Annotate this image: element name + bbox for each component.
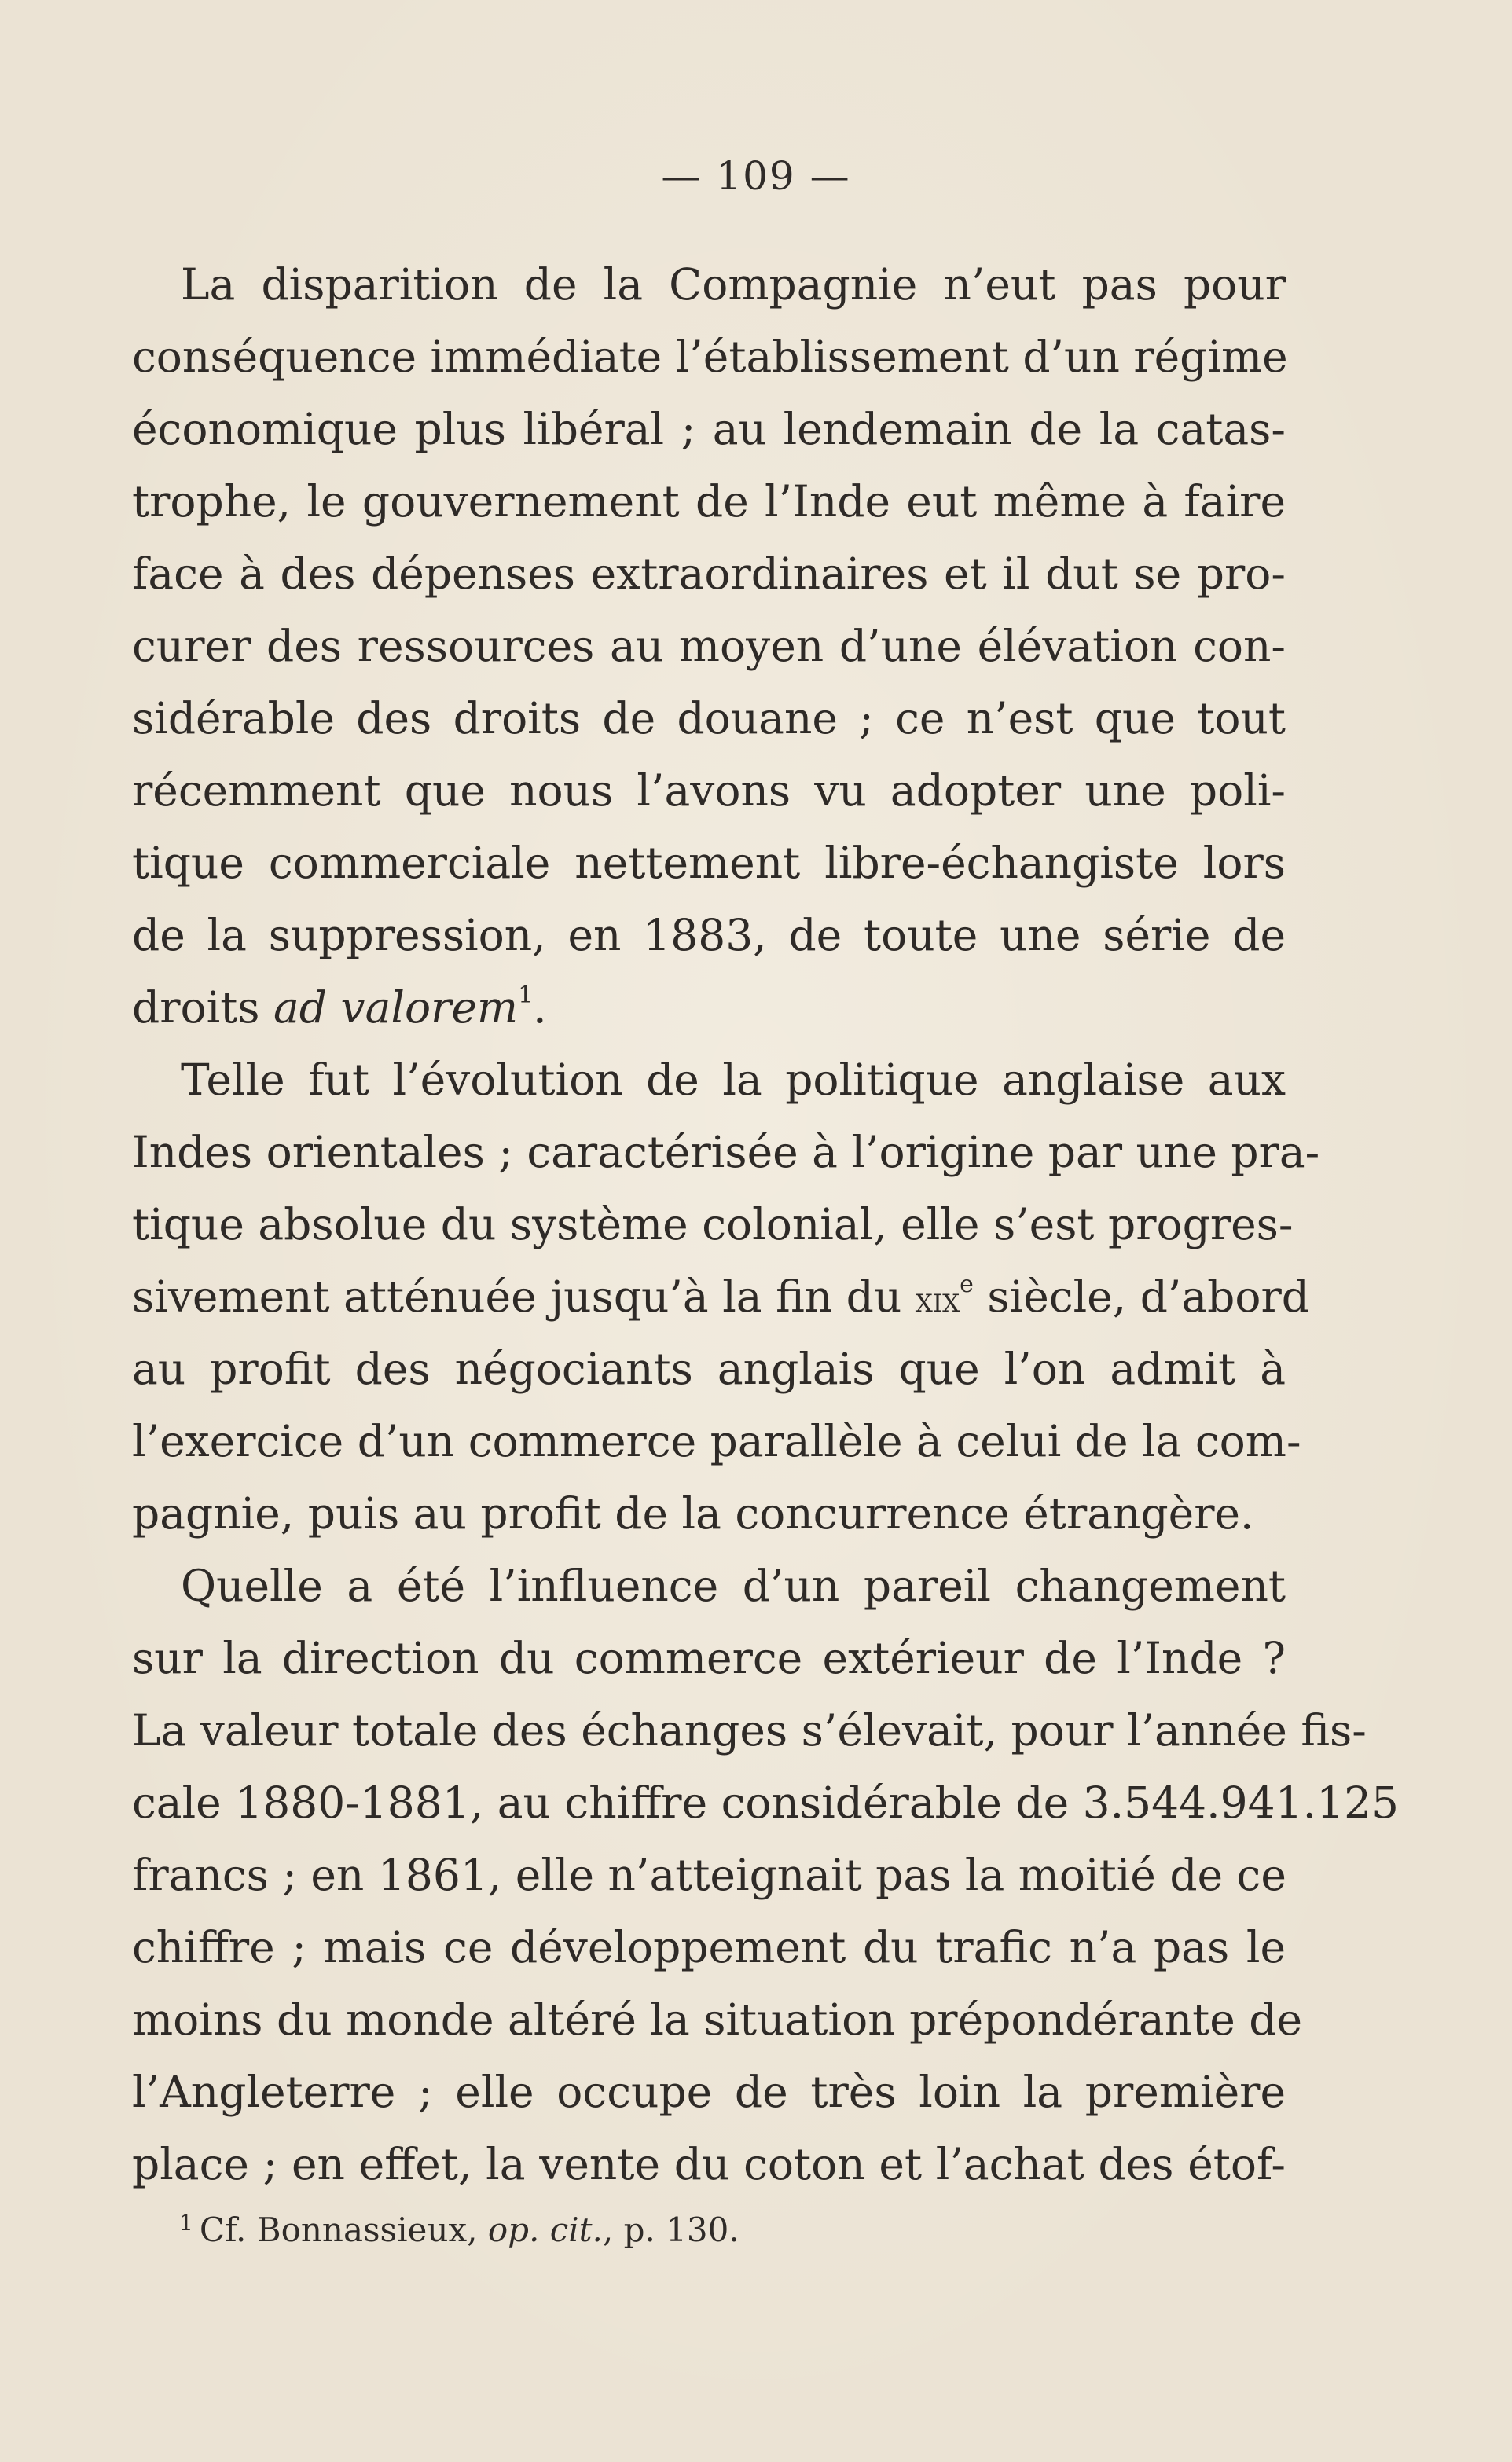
footnote-text: , p. 130.: [602, 2211, 739, 2249]
text-line: La valeur totale des échanges s’élevait, pour l’année fis-: [132, 1705, 1367, 1756]
italic-phrase: ad valorem: [273, 982, 519, 1033]
text-line: [132, 971, 1286, 1044]
text-line: francs ; en 1861, elle n’atteignait pas la moitié de ce: [132, 1850, 1286, 1900]
superscript: e: [960, 1270, 974, 1298]
text-span: droits: [132, 982, 274, 1033]
text-line: curer des ressources au moyen d’une élévation con-: [132, 621, 1286, 671]
text-line: sidérable des droits de douane ; ce n’est que tout: [132, 693, 1286, 743]
body-text: [132, 248, 1400, 2200]
text-line: économique plus libéral ; au lendemain de la catas-: [132, 404, 1286, 454]
roman-numeral: xix: [915, 1280, 960, 1320]
text-line: pagnie, puis au profit de la concurrence étrangère.: [132, 1488, 1254, 1539]
footnote-italic: op. cit.: [487, 2211, 603, 2249]
text-line: Quelle a été l’influence d’un pareil changement: [181, 1561, 1286, 1611]
text-line: l’exercice d’un commerce parallèle à celui de la com-: [132, 1416, 1301, 1466]
text-line: l’Angleterre ; elle occupe de très loin la première: [132, 2067, 1286, 2117]
footnote: [179, 2207, 739, 2258]
text-line: sur la direction du commerce extérieur de l’Inde ?: [132, 1633, 1286, 1683]
footnote-text: Cf. Bonnassieux,: [199, 2211, 488, 2249]
text-line: La disparition de la Compagnie n’eut pas pour: [181, 259, 1286, 310]
footnote-mark: 1: [179, 2210, 193, 2236]
text-line: cale 1880-1881, au chiffre considérable de 3.544.941.125: [132, 1778, 1400, 1828]
text-span: siècle, d’abord: [973, 1271, 1309, 1322]
text-line: conséquence immédiate l’établissement d’un régime: [132, 332, 1288, 382]
text-line: tique commerciale nettement libre-échangiste lors: [132, 838, 1286, 888]
text-line: Telle fut l’évolution de la politique anglaise aux: [181, 1055, 1286, 1105]
text-line: Indes orientales ; caractérisée à l’origine par une pra-: [132, 1127, 1320, 1177]
text-line: moins du monde altéré la situation prépondérante de: [132, 1994, 1303, 2045]
text-line: au profit des négociants anglais que l’on admit à: [132, 1344, 1286, 1394]
footnote-reference: 1: [518, 981, 534, 1009]
text-line: [132, 1260, 1309, 1333]
text-line: récemment que nous l’avons vu adopter une poli-: [132, 765, 1286, 816]
text-line: tique absolue du système colonial, elle s’est progres-: [132, 1199, 1294, 1249]
text-line: chiffre ; mais ce développement du trafic n’a pas le: [132, 1922, 1286, 1972]
text-line: de la suppression, en 1883, de toute une série de: [132, 910, 1286, 960]
text-span: sivement atténuée jusqu’à la fin du: [132, 1271, 916, 1322]
page-number: — 109 —: [661, 153, 851, 199]
text-line: place ; en effet, la vente du coton et l’achat des étof-: [132, 2139, 1286, 2189]
text-span: .: [533, 982, 547, 1033]
text-line: trophe, le gouvernement de l’Inde eut même à faire: [132, 476, 1286, 527]
text-line: face à des dépenses extraordinaires et il dut se pro-: [132, 549, 1286, 599]
